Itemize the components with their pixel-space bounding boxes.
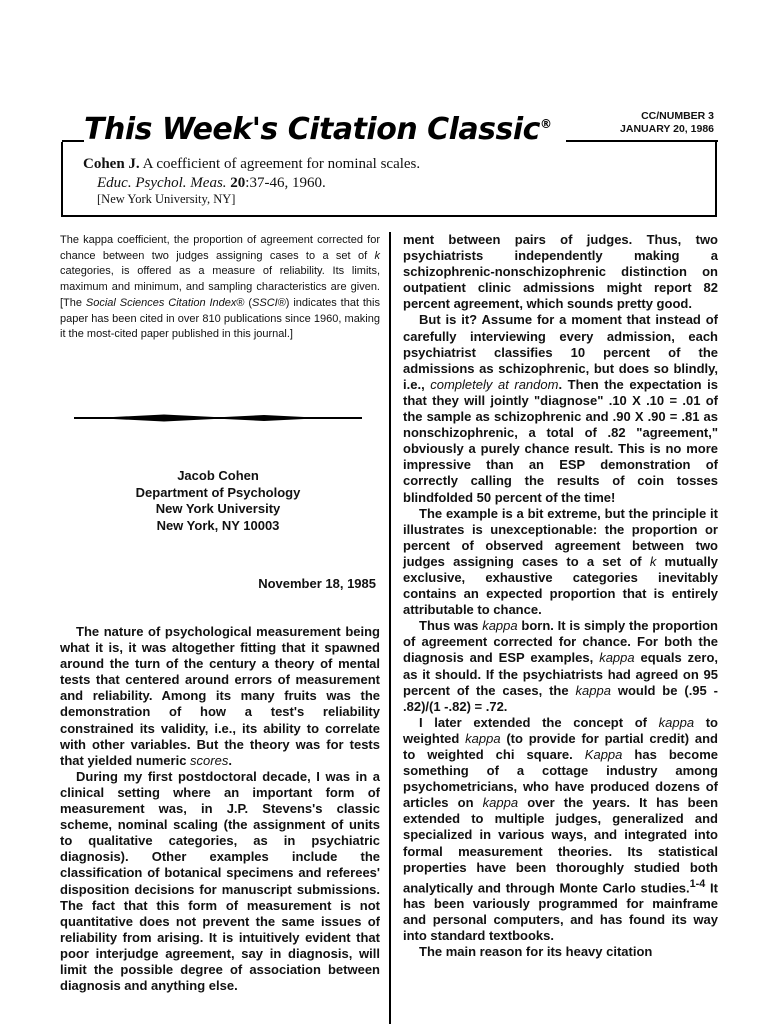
body-paragraph [403, 618, 718, 715]
body-text: But is it? Assume for a moment that instead of carefully interviewing every admission, each psychiatrist classifies 10 percent of the admissions as schizophrenic, but does so blindly, i.e., [403, 312, 718, 392]
ornamental-divider [74, 412, 362, 424]
body-paragraph: ment between pairs of judges. Thus, two psychiatrists independently making a schizophrenic-nonschizophrenic distinction on outpatient clinic admissions might report 82 percent agreement, which sounds pretty good. [403, 232, 718, 312]
issue-date: JANUARY 20, 1986 [620, 123, 714, 135]
right-body-column [403, 232, 718, 961]
body-text: mutually exclusive, exhaustive categories inevitably contains an expected proportion that is entirely attributable to chance. [403, 553, 718, 618]
body-italic: kappa [465, 730, 501, 746]
citation-pages: :37-46, 1960. [245, 175, 326, 191]
author-university: New York University [155, 501, 281, 516]
abstract-text-3: ® ( [236, 296, 253, 309]
body-italic: kappa [482, 618, 518, 634]
left-body-column [60, 624, 380, 994]
body-italic: k [649, 553, 657, 569]
body-text: has become something of a cottage industry among psychometricians, who have produced dozens of articles on [403, 747, 719, 811]
citation-volume: 20 [226, 175, 246, 191]
body-text: . Then the expectation is that they will jointly "diagnose" .10 X .10 = .01 of the sample as schizophrenic and .90 X .90 = .81 as nonschizophrenic, a total of .82 "agreement," obviously a purely chance result. This is no more impressive than an ESP demonstration of correctly calling the results of coin tosses blindfolded 50 percent of the time! [403, 376, 718, 505]
abstract-text-2: categories, is offered as a measure of reliability. Its limits, maximum and minimum, and sampling characteristics are given. [The [60, 265, 380, 309]
body-italic: kappa [658, 714, 695, 730]
abstract-text-1: The kappa coefficient, the proportion of agreement corrected for chance between two judges assigning cases to a set of [60, 234, 380, 262]
body-italic: Kappa [584, 747, 623, 762]
author-name: Jacob Cohen [177, 468, 259, 483]
body-text: equals zero, as it should. If the psychiatrists had agreed on 95 percent of the cases, the [403, 650, 719, 698]
body-text: I later extended the concept of [419, 714, 659, 730]
body-text: (to provide for partial credit) and to weighted chi square. [403, 730, 718, 762]
body-italic: kappa [575, 682, 611, 698]
citation-box [61, 142, 717, 217]
citation-institution: [New York University, NY] [97, 192, 236, 206]
body-text: born. It is simply the proportion of agreement corrected for chance. For both the diagnosis and ESP examples, [403, 618, 718, 666]
body-paragraph [403, 506, 718, 619]
body-text: . [228, 752, 232, 768]
body-italic: kappa [482, 795, 519, 811]
citation-author: Cohen J. [83, 156, 140, 172]
body-italic: scores [190, 752, 229, 768]
citation-line-2 [97, 175, 326, 192]
abstract-text-4: ®) indicates that this paper has been cited in over 810 publications since 1960, making it the most-cited paper published in this journal.] [60, 296, 380, 341]
body-text: Thus was [419, 618, 483, 634]
citation-line-1 [83, 156, 420, 173]
abstract-ssci: Social Sciences Citation Index [85, 296, 237, 309]
body-paragraph: The main reason for its heavy citation [419, 944, 653, 960]
body-italic: kappa [599, 650, 635, 666]
registered-mark: ® [539, 117, 552, 131]
body-paragraph [403, 312, 718, 505]
body-text: It has been variously programmed for mainframe and personal computers, and has found its way into standard textbooks. [403, 880, 718, 944]
citation-title: A coefficient of agreement for nominal scales. [139, 156, 421, 172]
body-paragraph: During my first postdoctoral decade, I was in a clinical setting where an important form of measurement was, in J.P. Stevens's classic scheme, nominal scaling (the assignment of units to qualitative categories, as in psychiatric diagnosis). Other examples include the classification of botanical specimens and referees' disposition decisions for manuscript submissions. The fact that this form of measurement is not quantitative does not prevent the same issues of reliability from arising. It is intuitively evident that poor interjudge agreement, say in diagnosis, will limit the possible degree of association between diagnosis and anything else. [60, 768, 380, 994]
abstract-ssci-abbr: SSCI [252, 296, 278, 309]
author-city: New York, NY 10003 [156, 517, 280, 533]
body-text: to weighted [403, 714, 718, 746]
citation-journal: Educ. Psychol. Meas. [97, 175, 227, 191]
abstract-k: k [374, 249, 380, 262]
letter-date: November 18, 1985 [258, 576, 376, 591]
page-title-text: This Week's Citation Classic [84, 112, 540, 147]
footnote-reference: 1-4 [689, 877, 706, 890]
abstract-column [60, 233, 380, 343]
body-text: over the years. It has been extended to multiple judges, generalized and specialized in various ways, and integrated into formal measurement theories. Its statistical properties have been thoroughly studied both analytically and through Monte Carlo studies. [403, 795, 719, 896]
column-divider [389, 232, 391, 1024]
body-paragraph [403, 715, 718, 945]
abstract [60, 233, 380, 343]
body-italic: completely at random [430, 376, 559, 392]
body-paragraph [60, 624, 380, 769]
issue-number: CC/NUMBER 3 [641, 110, 714, 122]
body-text: would be (.95 - .82)/(1 -.82) = .72. [403, 682, 718, 714]
body-text: The example is a bit extreme, but the principle it illustrates is unexceptionable: the proportion or percent of observed agreement between two judges assigning cases to a set of [403, 505, 718, 569]
body-text: The nature of psychological measurement being what it is, it was altogether fitting that it spawned around the turn of the century a theory of mental tests that centered around errors of measurement and reliability. Among its many fruits was the demonstration of how a test's reliability constrained its validity, i.e., its ability to correlate with other variables. But the theory was for tests that yielded numeric [60, 624, 380, 768]
issue-info [606, 110, 714, 136]
author-address [90, 468, 346, 534]
author-department: Department of Psychology [135, 484, 301, 500]
